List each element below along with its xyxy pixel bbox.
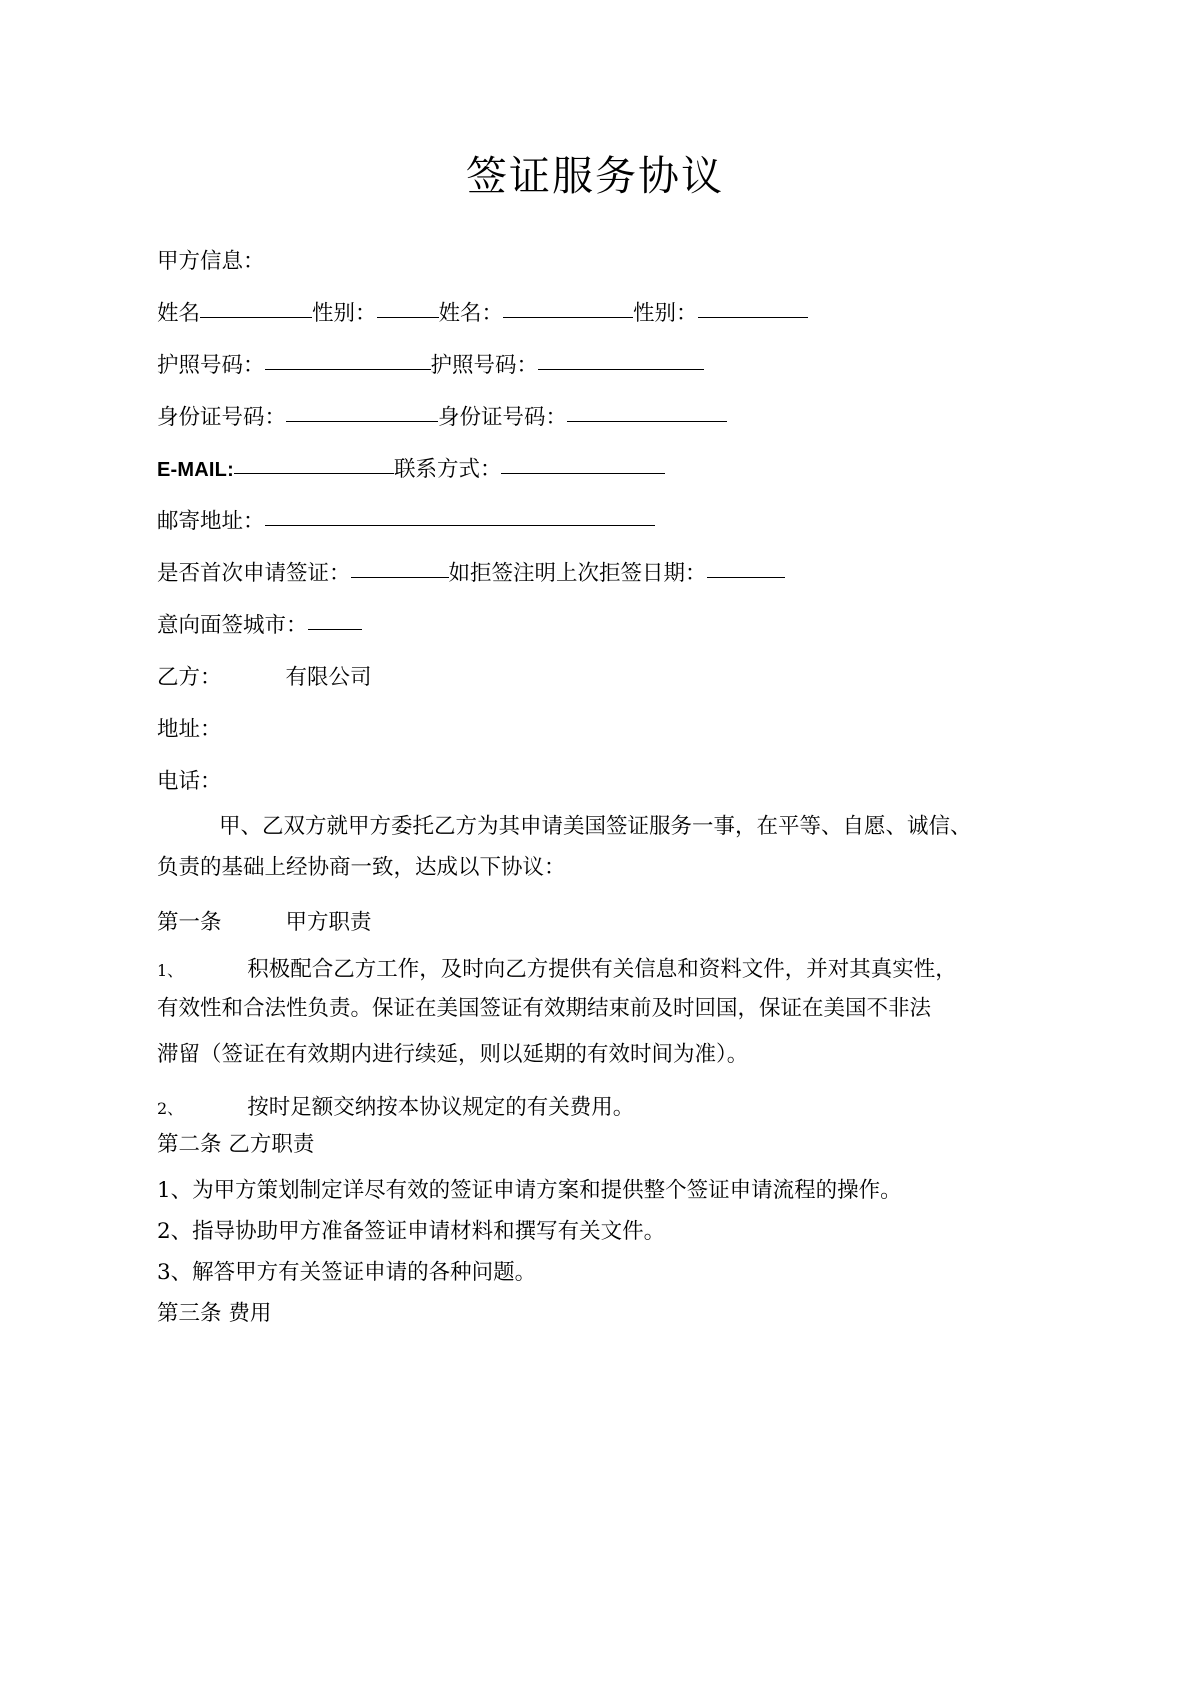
preamble-line-2: 负责的基础上经协商一致，达成以下协议：	[157, 855, 566, 880]
contact-label: 联系方式：	[393, 457, 502, 482]
id-blank-1[interactable]	[286, 409, 438, 422]
passport-row	[157, 348, 704, 379]
article-one-heading	[157, 905, 372, 936]
email-label: E-MAIL:	[157, 459, 234, 481]
first-application-row	[157, 556, 785, 587]
article-one-heading-title: 甲方职责	[285, 910, 372, 935]
mailing-address-blank[interactable]	[265, 513, 655, 526]
gender-blank-1[interactable]	[377, 305, 439, 318]
article-one-item-2	[157, 1090, 634, 1121]
name-gender-row	[157, 296, 808, 327]
page-title: 签证服务协议	[466, 152, 724, 200]
article-one-item-1-line-3: 滞留（签证在有效期内进行续延，则以延期的有效时间为准）。	[157, 1042, 749, 1067]
name-blank-1[interactable]	[200, 305, 312, 318]
id-blank-2[interactable]	[567, 409, 727, 422]
article-two-item-3: 3、解答甲方有关签证申请的各种问题。	[157, 1260, 537, 1285]
preamble-line-1: 甲、乙双方就甲方委托乙方为其申请美国签证服务一事，在平等、自愿、诚信、	[219, 814, 972, 839]
passport-label-1: 护照号码：	[157, 353, 265, 378]
interview-city-row	[157, 608, 362, 639]
refusal-date-label: 如拒签注明上次拒签日期：	[448, 561, 707, 586]
article-one-item-1-line-1	[157, 952, 957, 983]
id-label-1: 身份证号码：	[157, 405, 287, 430]
id-number-row	[157, 400, 727, 431]
party-b-address-label: 地址：	[157, 717, 222, 742]
party-b-address-row	[157, 712, 222, 743]
passport-blank-2[interactable]	[538, 357, 704, 370]
article-one-item-2-num: 2、	[157, 1099, 184, 1118]
refusal-date-blank[interactable]	[707, 565, 785, 578]
party-b-label: 乙方：	[157, 665, 222, 690]
name-label-1: 姓名	[157, 301, 201, 326]
email-blank[interactable]	[234, 461, 394, 474]
interview-city-label: 意向面签城市：	[157, 613, 308, 638]
party-b-phone-row	[157, 764, 222, 795]
party-b-phone-label: 电话：	[157, 769, 222, 794]
name-blank-2[interactable]	[503, 305, 633, 318]
party-b-company-suffix: 有限公司	[285, 665, 372, 690]
party-a-heading	[157, 244, 265, 275]
mailing-address-row	[157, 504, 655, 535]
article-one-item-1-text: 积极配合乙方工作，及时向乙方提供有关信息和资料文件，并对其真实性，	[247, 957, 957, 982]
passport-label-2: 护照号码：	[430, 353, 539, 378]
name-label-2: 姓名：	[438, 301, 504, 326]
article-one-item-1-num: 1、	[157, 961, 184, 980]
article-one-heading-num: 第一条	[157, 910, 222, 935]
mailing-address-label: 邮寄地址：	[157, 509, 265, 534]
first-application-label: 是否首次申请签证：	[157, 561, 351, 586]
gender-blank-2[interactable]	[698, 305, 808, 318]
email-contact-row	[157, 452, 665, 483]
article-two-heading: 第二条 乙方职责	[157, 1132, 315, 1157]
article-two-item-2: 2、指导协助甲方准备签证申请材料和撰写有关文件。	[157, 1219, 666, 1244]
article-one-item-2-text: 按时足额交纳按本协议规定的有关费用。	[247, 1095, 635, 1120]
contact-blank[interactable]	[501, 461, 665, 474]
interview-city-blank[interactable]	[308, 617, 362, 630]
party-a-heading-label: 甲方信息：	[157, 249, 265, 274]
id-label-2: 身份证号码：	[438, 405, 568, 430]
article-three-heading: 第三条 费用	[157, 1301, 272, 1326]
gender-label-1: 性别：	[312, 301, 377, 326]
party-b-row	[157, 660, 372, 691]
article-one-item-1-line-2: 有效性和合法性负责。保证在美国签证有效期结束前及时回国，保证在美国不非法	[157, 996, 932, 1021]
first-application-blank[interactable]	[351, 565, 449, 578]
article-two-item-1: 1、为甲方策划制定详尽有效的签证申请方案和提供整个签证申请流程的操作。	[157, 1178, 902, 1203]
gender-label-2: 性别：	[633, 301, 698, 326]
passport-blank-1[interactable]	[265, 357, 431, 370]
